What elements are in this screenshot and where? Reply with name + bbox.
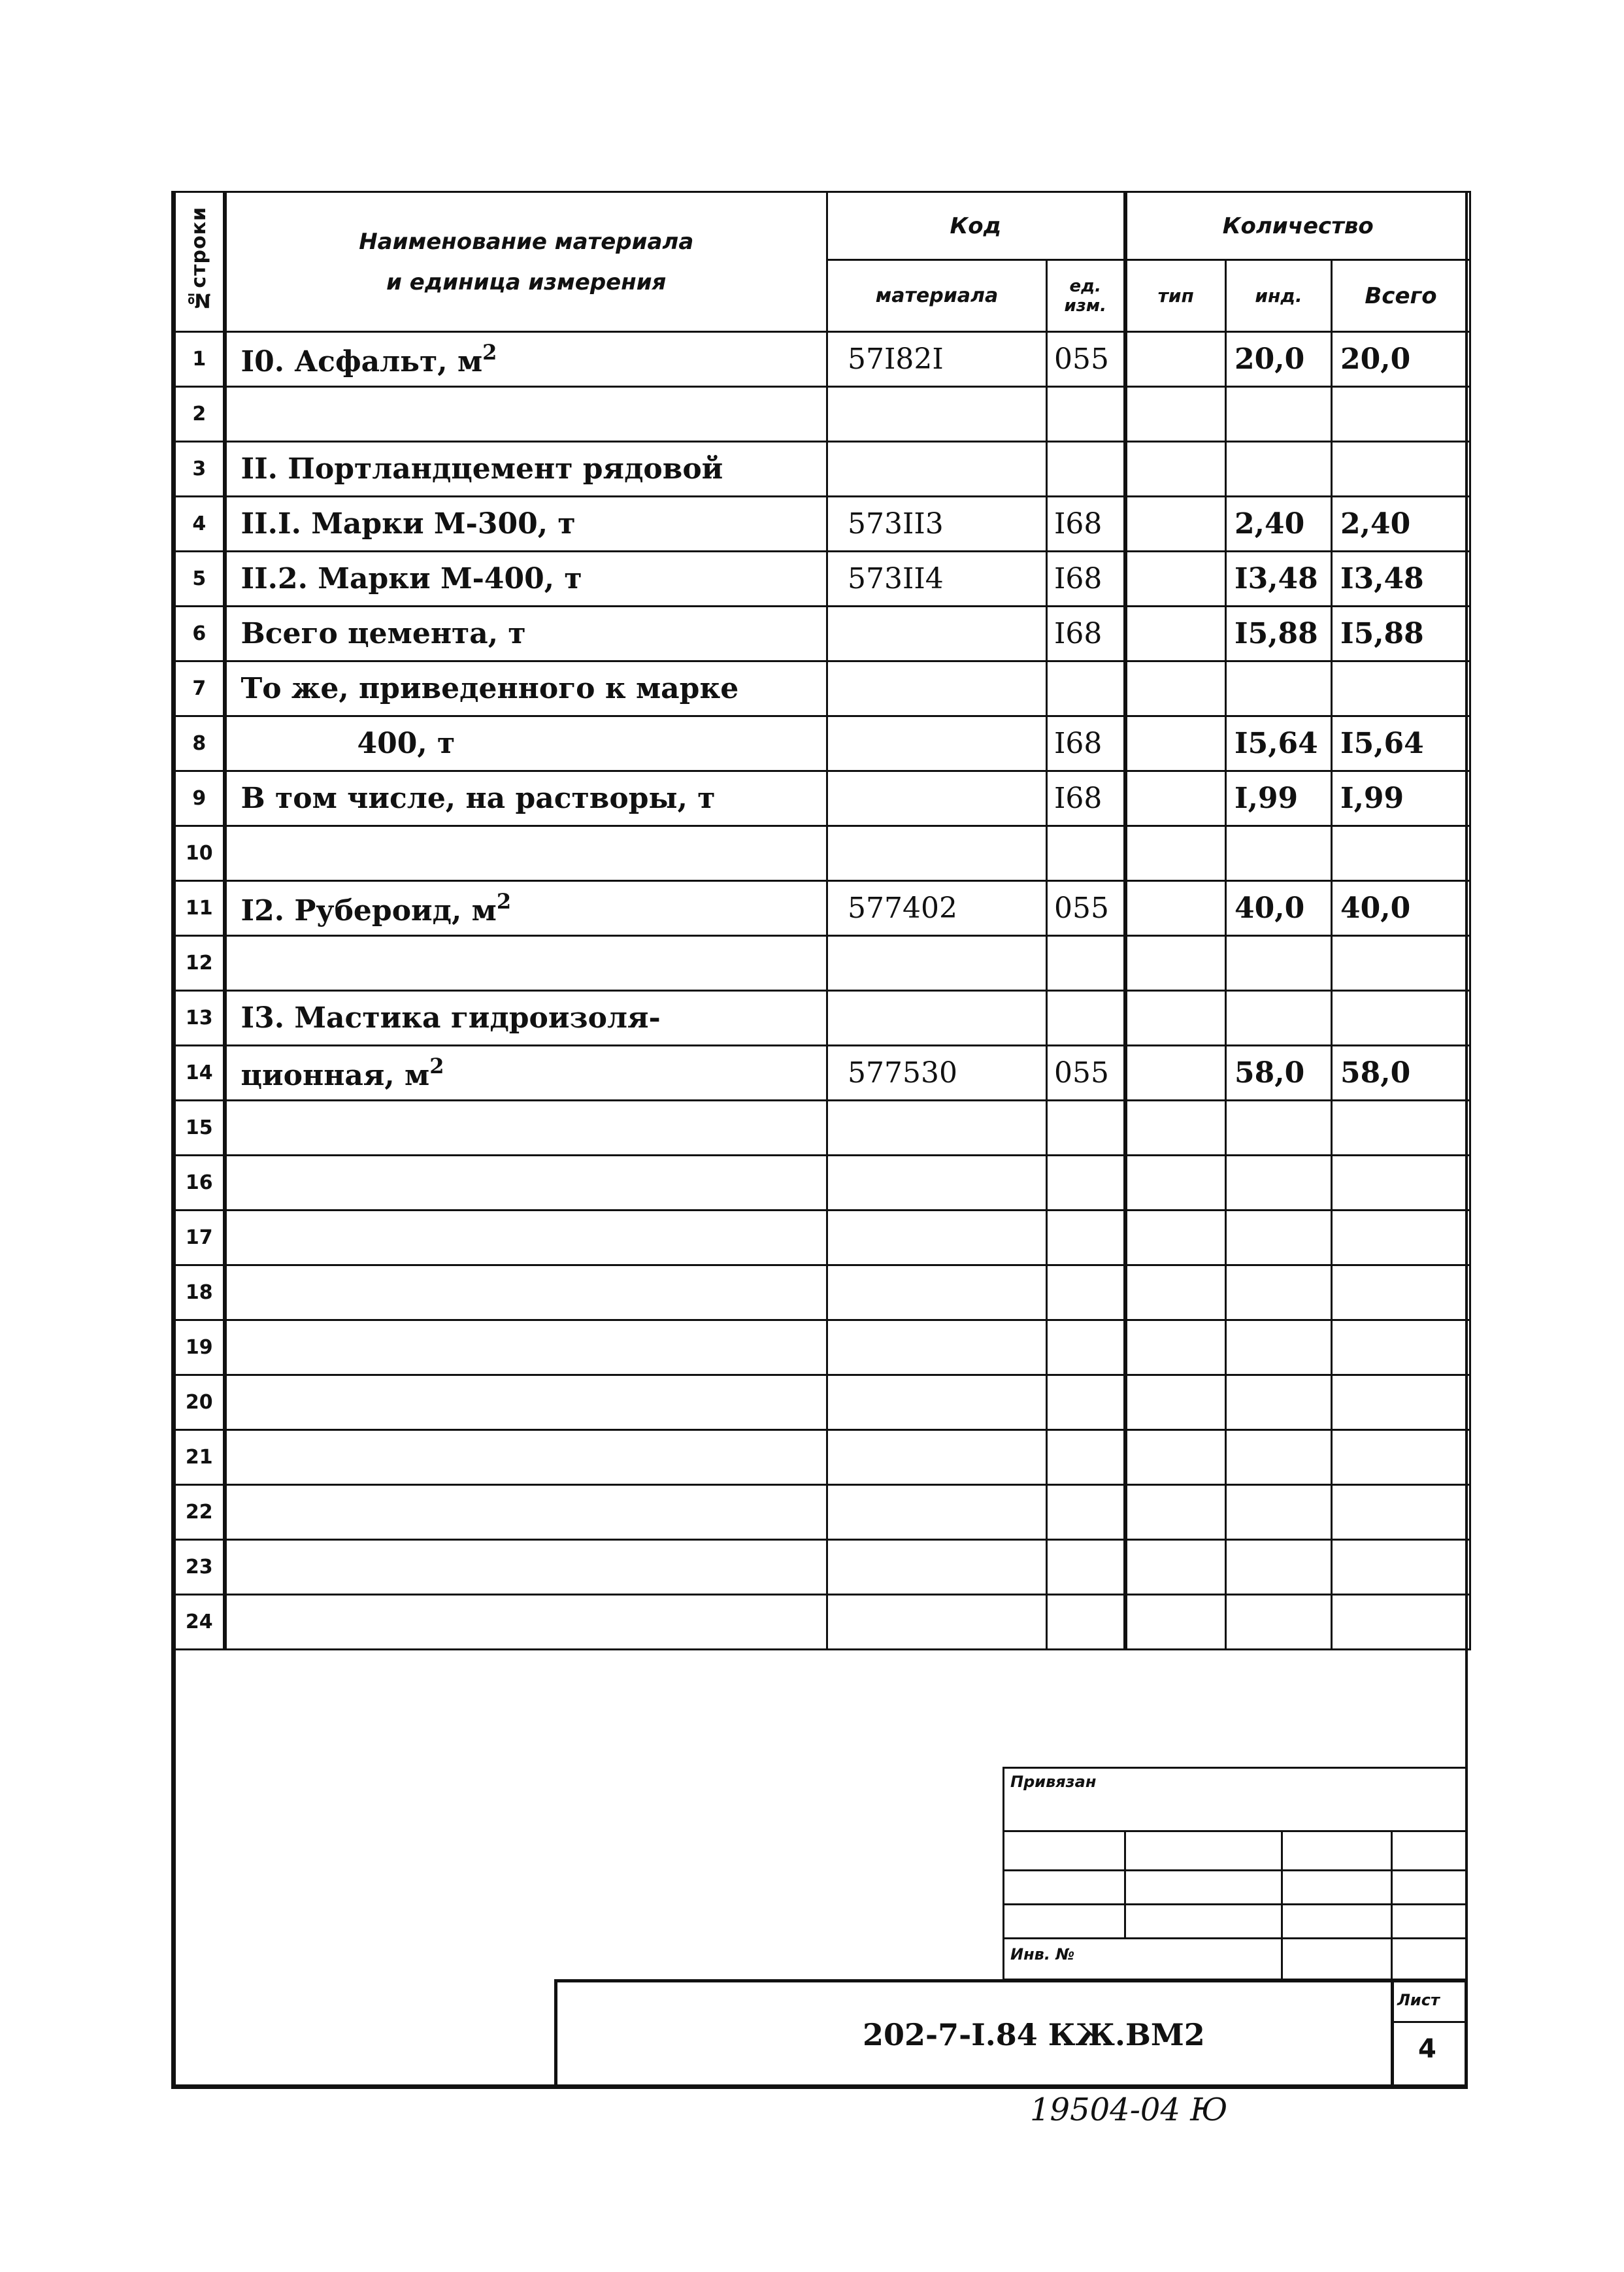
row-number: 11 <box>174 881 225 936</box>
table-row <box>174 1430 1470 1485</box>
material-name-text: II.2. Марки М-400, т <box>240 562 582 595</box>
qty-ind: 2,40 <box>1226 497 1332 552</box>
material-name-text: То же, приведенного к марке <box>240 672 739 705</box>
material-code <box>827 442 1047 497</box>
qty-ind: 20,0 <box>1226 332 1332 387</box>
qty-type <box>1125 881 1226 936</box>
row-number: 10 <box>174 826 225 881</box>
row-number: 9 <box>174 771 225 826</box>
table-row <box>174 1320 1470 1375</box>
stamp-line <box>1003 1903 1468 1905</box>
qty-type <box>1125 607 1226 661</box>
table-row <box>174 387 1470 442</box>
qty-ind <box>1226 1595 1332 1650</box>
material-code <box>827 1156 1047 1211</box>
row-number: 20 <box>174 1375 225 1430</box>
material-name <box>225 826 827 881</box>
material-name <box>225 1046 827 1101</box>
unit-exponent: 2 <box>482 340 497 365</box>
table-row <box>174 552 1470 607</box>
material-code <box>827 716 1047 771</box>
qty-type <box>1125 1320 1226 1375</box>
material-name-text: I3. Мастика гидроизоля- <box>240 1001 661 1035</box>
qty-total: I,99 <box>1332 771 1470 826</box>
row-number: 3 <box>174 442 225 497</box>
inventory-number: 19504-04 Ю <box>1030 2092 1228 2128</box>
qty-ind <box>1226 1156 1332 1211</box>
row-number-header-label: №строки <box>188 206 211 312</box>
material-code <box>827 1430 1047 1485</box>
stamp-line <box>1003 1937 1468 1939</box>
material-code <box>827 661 1047 716</box>
unit-code <box>1047 1430 1125 1485</box>
material-code <box>827 826 1047 881</box>
table-row <box>174 497 1470 552</box>
table-row <box>174 442 1470 497</box>
unit-code <box>1047 991 1125 1046</box>
qty-ind <box>1226 1320 1332 1375</box>
qty-type <box>1125 332 1226 387</box>
code-unit-header-line1: ед. <box>1069 276 1102 296</box>
row-number: 18 <box>174 1265 225 1320</box>
material-name-text: 400, т <box>357 727 456 760</box>
qty-type <box>1125 771 1226 826</box>
table-row <box>174 1156 1470 1211</box>
qty-ind <box>1226 936 1332 991</box>
qty-ind <box>1226 1265 1332 1320</box>
table-row <box>174 661 1470 716</box>
qty-type <box>1125 1156 1226 1211</box>
code-header: Код <box>827 192 1125 260</box>
row-number: 7 <box>174 661 225 716</box>
stamp-line <box>1003 1869 1468 1871</box>
unit-code <box>1047 1485 1125 1540</box>
sheet-number: 4 <box>1418 2034 1436 2064</box>
row-number-header <box>174 192 225 332</box>
table-row <box>174 1265 1470 1320</box>
unit-code: I68 <box>1047 497 1125 552</box>
material-name <box>225 1375 827 1430</box>
unit-code: 055 <box>1047 881 1125 936</box>
qty-type <box>1125 1375 1226 1430</box>
material-name <box>225 552 827 607</box>
table-row <box>174 716 1470 771</box>
material-name <box>225 1485 827 1540</box>
unit-code <box>1047 1156 1125 1211</box>
qty-type <box>1125 387 1226 442</box>
material-code <box>827 771 1047 826</box>
table-row <box>174 826 1470 881</box>
table-row <box>174 991 1470 1046</box>
unit-code <box>1047 442 1125 497</box>
material-name-text: II.I. Марки М-300, т <box>240 507 576 541</box>
qty-ind <box>1226 442 1332 497</box>
unit-code <box>1047 1101 1125 1156</box>
qty-total <box>1332 936 1470 991</box>
unit-code: I68 <box>1047 552 1125 607</box>
inv-no-label: Инв. № <box>1010 1945 1075 1963</box>
row-number: 1 <box>174 332 225 387</box>
unit-code <box>1047 936 1125 991</box>
material-code <box>827 936 1047 991</box>
material-name-text: В том числе, на растворы, т <box>240 782 716 815</box>
qty-type-header: тип <box>1125 260 1226 332</box>
material-code: 573II4 <box>827 552 1047 607</box>
quantity-header: Количество <box>1125 192 1470 260</box>
material-name <box>225 1595 827 1650</box>
unit-code <box>1047 1211 1125 1265</box>
material-name <box>225 1156 827 1211</box>
unit-code: I68 <box>1047 716 1125 771</box>
stamp-line <box>1003 1830 1468 1832</box>
qty-total: I3,48 <box>1332 552 1470 607</box>
material-name <box>225 1540 827 1595</box>
qty-total: 58,0 <box>1332 1046 1470 1101</box>
material-name-text: Всего цемента, т <box>240 617 526 650</box>
material-name <box>225 716 827 771</box>
privyazan-label: Привязан <box>1010 1773 1097 1791</box>
table-row <box>174 332 1470 387</box>
qty-ind <box>1226 1375 1332 1430</box>
qty-ind <box>1226 1430 1332 1485</box>
material-name <box>225 661 827 716</box>
material-name <box>225 1101 827 1156</box>
qty-total: 20,0 <box>1332 332 1470 387</box>
code-unit-header-line2: изм. <box>1064 295 1106 316</box>
unit-code <box>1047 826 1125 881</box>
table-row <box>174 771 1470 826</box>
qty-total <box>1332 991 1470 1046</box>
row-number: 21 <box>174 1430 225 1485</box>
qty-type <box>1125 1485 1226 1540</box>
material-name-text: I0. Асфальт, м <box>240 345 483 378</box>
row-number: 14 <box>174 1046 225 1101</box>
table-header <box>174 192 1470 332</box>
qty-ind: 40,0 <box>1226 881 1332 936</box>
material-name <box>225 1211 827 1265</box>
row-number: 22 <box>174 1485 225 1540</box>
row-number: 13 <box>174 991 225 1046</box>
qty-total: I5,88 <box>1332 607 1470 661</box>
material-name <box>225 881 827 936</box>
qty-total <box>1332 1595 1470 1650</box>
material-code <box>827 607 1047 661</box>
qty-total-header: Всего <box>1332 260 1470 332</box>
row-number: 23 <box>174 1540 225 1595</box>
table-row <box>174 1101 1470 1156</box>
stamp-line <box>1391 1830 1393 1980</box>
material-name <box>225 1430 827 1485</box>
qty-ind <box>1226 826 1332 881</box>
qty-ind <box>1226 661 1332 716</box>
qty-ind <box>1226 1485 1332 1540</box>
row-number: 4 <box>174 497 225 552</box>
qty-type <box>1125 1430 1226 1485</box>
table-row <box>174 1211 1470 1265</box>
qty-ind <box>1226 1211 1332 1265</box>
qty-type <box>1125 552 1226 607</box>
row-number: 15 <box>174 1101 225 1156</box>
material-code <box>827 1265 1047 1320</box>
table-row <box>174 1485 1470 1540</box>
qty-total <box>1332 1156 1470 1211</box>
table-body <box>174 332 1470 1650</box>
qty-type <box>1125 826 1226 881</box>
qty-type <box>1125 661 1226 716</box>
row-number: 6 <box>174 607 225 661</box>
qty-total <box>1332 661 1470 716</box>
material-code <box>827 1485 1047 1540</box>
qty-type <box>1125 716 1226 771</box>
material-name-header-line2: и единица измерения <box>386 269 667 295</box>
material-name <box>225 607 827 661</box>
qty-ind: 58,0 <box>1226 1046 1332 1101</box>
table-row <box>174 936 1470 991</box>
stamp-line <box>1391 1979 1394 2089</box>
unit-code: I68 <box>1047 607 1125 661</box>
qty-total: I5,64 <box>1332 716 1470 771</box>
document-code: 202-7-I.84 КЖ.ВМ2 <box>863 2017 1205 2052</box>
unit-code <box>1047 1265 1125 1320</box>
qty-total <box>1332 387 1470 442</box>
unit-exponent: 2 <box>496 889 512 914</box>
qty-type <box>1125 497 1226 552</box>
unit-code: I68 <box>1047 771 1125 826</box>
qty-ind: I3,48 <box>1226 552 1332 607</box>
material-code: 57I82I <box>827 332 1047 387</box>
qty-ind-header: инд. <box>1226 260 1332 332</box>
material-name-text: ционная, м <box>240 1059 430 1092</box>
material-name <box>225 442 827 497</box>
row-number: 17 <box>174 1211 225 1265</box>
material-name-text: I2. Рубероид, м <box>240 894 497 927</box>
unit-code <box>1047 1375 1125 1430</box>
qty-type <box>1125 936 1226 991</box>
qty-ind: I,99 <box>1226 771 1332 826</box>
unit-code <box>1047 1540 1125 1595</box>
qty-ind <box>1226 387 1332 442</box>
qty-total: 2,40 <box>1332 497 1470 552</box>
material-code <box>827 387 1047 442</box>
qty-type <box>1125 1046 1226 1101</box>
row-number: 8 <box>174 716 225 771</box>
material-code <box>827 1540 1047 1595</box>
material-name <box>225 991 827 1046</box>
qty-total <box>1332 1430 1470 1485</box>
material-name <box>225 936 827 991</box>
code-material-header: материала <box>827 260 1047 332</box>
qty-ind <box>1226 991 1332 1046</box>
qty-total <box>1332 442 1470 497</box>
table-row <box>174 881 1470 936</box>
material-name <box>225 497 827 552</box>
qty-type <box>1125 1101 1226 1156</box>
qty-total <box>1332 1540 1470 1595</box>
material-code <box>827 1595 1047 1650</box>
material-name <box>225 771 827 826</box>
unit-code <box>1047 1320 1125 1375</box>
qty-type <box>1125 442 1226 497</box>
row-number: 5 <box>174 552 225 607</box>
row-number: 19 <box>174 1320 225 1375</box>
table-row <box>174 1595 1470 1650</box>
qty-type <box>1125 1211 1226 1265</box>
material-name-text: II. Портландцемент рядовой <box>240 452 723 486</box>
qty-type <box>1125 1540 1226 1595</box>
material-code <box>827 1320 1047 1375</box>
qty-type <box>1125 1595 1226 1650</box>
material-name <box>225 1320 827 1375</box>
qty-type <box>1125 1265 1226 1320</box>
table-row <box>174 1540 1470 1595</box>
qty-ind: I5,88 <box>1226 607 1332 661</box>
material-name-header-line1: Наименование материала <box>359 228 694 255</box>
unit-code <box>1047 661 1125 716</box>
qty-total <box>1332 1485 1470 1540</box>
stamp-line <box>1391 2021 1468 2023</box>
material-code <box>827 1375 1047 1430</box>
table-row <box>174 607 1470 661</box>
unit-code <box>1047 387 1125 442</box>
material-name <box>225 387 827 442</box>
material-code <box>827 991 1047 1046</box>
unit-exponent: 2 <box>429 1054 444 1078</box>
material-code: 577530 <box>827 1046 1047 1101</box>
stamp-line <box>1281 1830 1283 1980</box>
table-row <box>174 1375 1470 1430</box>
qty-total <box>1332 1101 1470 1156</box>
sheet-label: Лист <box>1397 1991 1440 2009</box>
qty-ind <box>1226 1101 1332 1156</box>
qty-total <box>1332 826 1470 881</box>
material-code: 577402 <box>827 881 1047 936</box>
code-unit-header <box>1047 260 1125 332</box>
row-number: 2 <box>174 387 225 442</box>
material-code: 573II3 <box>827 497 1047 552</box>
qty-total <box>1332 1265 1470 1320</box>
material-code <box>827 1101 1047 1156</box>
qty-ind <box>1226 1540 1332 1595</box>
qty-ind: I5,64 <box>1226 716 1332 771</box>
row-number: 12 <box>174 936 225 991</box>
qty-type <box>1125 991 1226 1046</box>
unit-code: 055 <box>1047 1046 1125 1101</box>
materials-table <box>171 191 1471 1650</box>
row-number: 16 <box>174 1156 225 1211</box>
row-number: 24 <box>174 1595 225 1650</box>
material-name <box>225 332 827 387</box>
material-name <box>225 1265 827 1320</box>
stamp-line <box>1124 1830 1126 1937</box>
qty-total: 40,0 <box>1332 881 1470 936</box>
material-name-header <box>225 192 827 332</box>
table-row <box>174 1046 1470 1101</box>
qty-total <box>1332 1375 1470 1430</box>
unit-code <box>1047 1595 1125 1650</box>
qty-total <box>1332 1211 1470 1265</box>
material-code <box>827 1211 1047 1265</box>
unit-code: 055 <box>1047 332 1125 387</box>
qty-total <box>1332 1320 1470 1375</box>
